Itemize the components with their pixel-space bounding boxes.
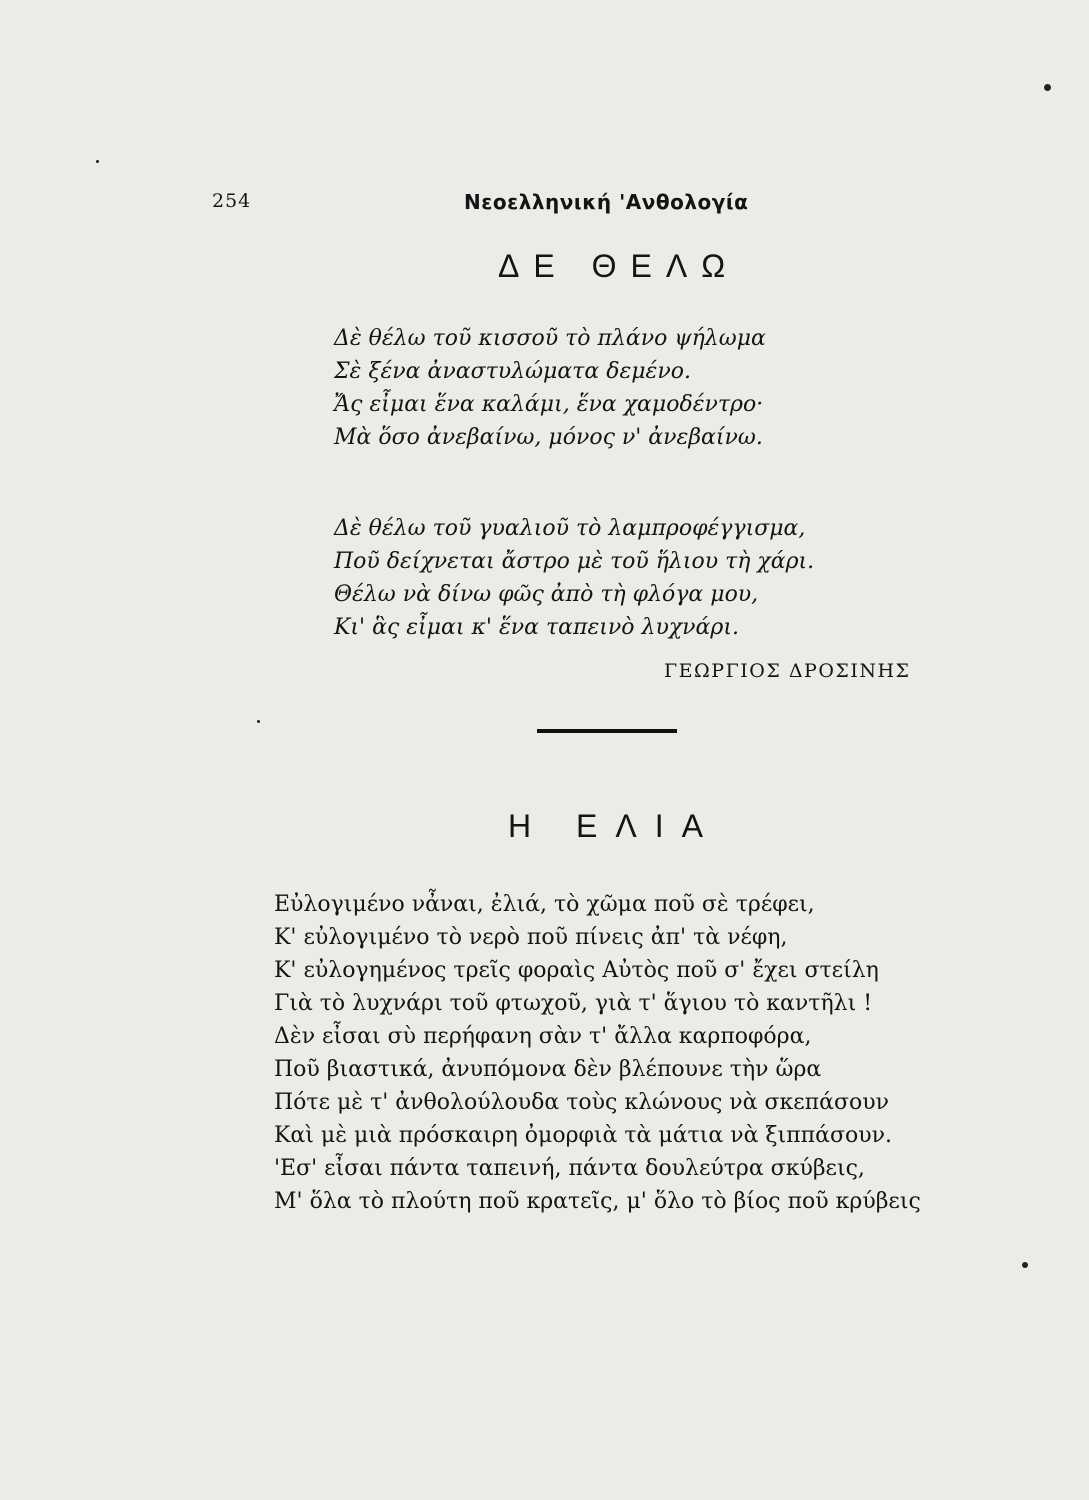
- page-header: [0, 190, 1089, 222]
- verse-line: Γιὰ τὸ λυχνάρι τοῦ φτωχοῦ, γιὰ τ' ἅγιου τὸ καντῆλι !: [274, 991, 873, 1016]
- verse-line: Ποῦ δείχνεται ἄστρο μὲ τοῦ ἥλιου τὴ χάρι.: [334, 549, 815, 574]
- verse-line: Ποῦ βιαστικά, ἀνυπόμονα δὲν βλέπουνε τὴν ὥρα: [274, 1057, 822, 1082]
- ink-speck: [1044, 84, 1051, 91]
- verse-line: Μὰ ὅσο ἀνεβαίνω, μόνος ν' ἀνεβαίνω.: [334, 425, 763, 450]
- ink-speck: [257, 720, 260, 723]
- verse-line: Σὲ ξένα ἀναστυλώματα δεμένο.: [334, 359, 691, 384]
- poem-title: ΔΕ ΘΕΛΩ: [498, 248, 740, 284]
- poem-stanza: [334, 322, 766, 454]
- verse-line: Κ' εὐλογημένος τρεῖς φοραὶς Αὐτὸς ποῦ σ' ἔχει στείλη: [274, 958, 879, 983]
- verse-line: Δὲν εἶσαι σὺ περήφανη σὰν τ' ἄλλα καρποφόρα,: [274, 1024, 812, 1049]
- verse-line: Καὶ μὲ μιὰ πρόσκαιρη ὀμορφιὰ τὰ μάτια νὰ ξιππάσουν.: [274, 1123, 892, 1148]
- verse-line: Μ' ὅλα τὸ πλούτη ποῦ κρατεῖς, μ' ὅλο τὸ βίος ποῦ κρύβεις: [274, 1189, 921, 1214]
- verse-line: Πότε μὲ τ' ἀνθολούλουδα τοὺς κλώνους νὰ σκεπάσουν: [274, 1090, 890, 1115]
- verse-line: Κ' εὐλογιμένο τὸ νερὸ ποῦ πίνεις ἀπ' τὰ νέφη,: [274, 925, 788, 950]
- ink-speck: [1022, 1262, 1028, 1268]
- verse-line: 'Εσ' εἶσαι πάντα ταπεινή, πάντα δουλεύτρα σκύβεις,: [274, 1156, 865, 1181]
- poem-stanza: [334, 512, 814, 644]
- verse-line: Ἄς εἶμαι ἕνα καλάμι, ἕνα χαμοδέντρο·: [334, 392, 764, 417]
- section-divider: [537, 729, 677, 733]
- verse-line: Εὐλογιμένο νἆναι, ἐλιά, τὸ χῶμα ποῦ σὲ τρέφει,: [274, 892, 815, 917]
- verse-line: Θέλω νὰ δίνω φῶς ἀπὸ τὴ φλόγα μου,: [334, 582, 759, 607]
- poem-author: ΓΕΩΡΓΙΟΣ ΔΡΟΣΙΝΗΣ: [664, 660, 911, 682]
- verse-line: Δὲ θέλω τοῦ γυαλιοῦ τὸ λαμπροφέγγισμα,: [334, 516, 806, 541]
- poem-stanza: [274, 888, 921, 1218]
- verse-line: Κι' ἃς εἶμαι κ' ἕνα ταπεινὸ λυχνάρι.: [334, 615, 739, 640]
- page-number: 254: [212, 190, 252, 212]
- verse-line: Δὲ θέλω τοῦ κισσοῦ τὸ πλάνο ψήλωμα: [334, 326, 766, 351]
- poem-title: Η ΕΛΙΑ: [508, 808, 721, 844]
- running-title: Νεοελληνική 'Ανθολογία: [464, 190, 749, 214]
- ink-speck: [96, 160, 99, 163]
